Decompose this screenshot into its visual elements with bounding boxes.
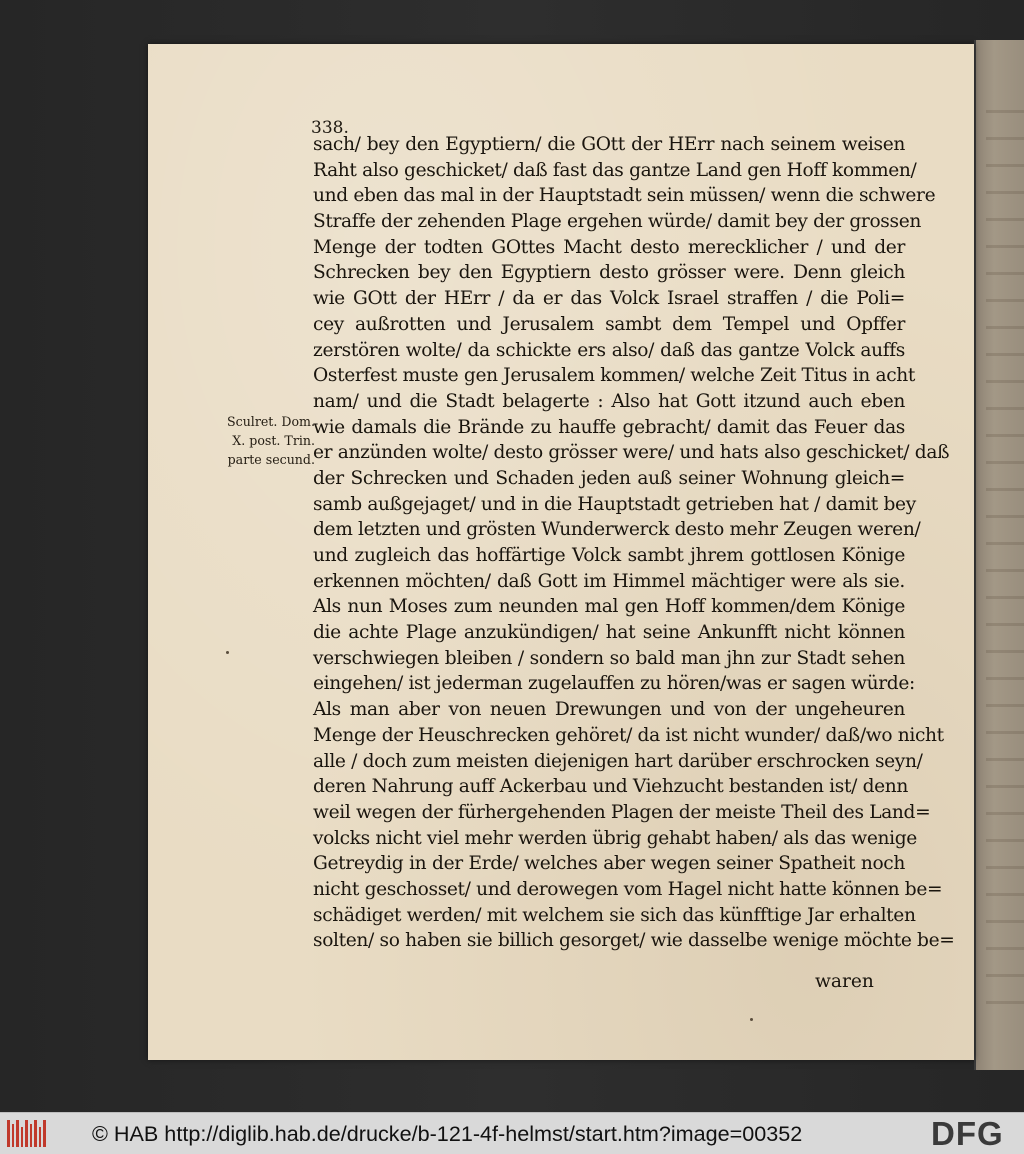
text-line: wie GOtt der HErr / da er das Volck Israel straffen / die Poli= <box>313 288 905 310</box>
text-line: Als nun Moses zum neunden mal gen Hoff kommen/dem Könige <box>313 596 905 618</box>
adjacent-page-edge <box>974 40 1024 1070</box>
marginal-note-line: parte secund. <box>227 452 315 467</box>
page-number: 338. <box>311 118 349 138</box>
text-line: schädiget werden/ mit welchem sie sich das künfftige Jar erhalten <box>313 904 916 926</box>
hab-barcode-logo-icon[interactable] <box>6 1118 48 1149</box>
text-line: nam/ und die Stadt belagerte : Also hat Gott itzund auch eben <box>313 390 905 412</box>
body-text <box>313 132 955 954</box>
text-line: die achte Plage anzukündigen/ hat seine Ankunfft nicht können <box>313 622 905 644</box>
text-line: volcks nicht viel mehr werden übrig gehabt haben/ als das wenige <box>313 827 917 849</box>
text-line: zerstören wolte/ da schickte ers also/ daß das gantze Volck auffs <box>313 339 905 361</box>
text-line: sach/ bey den Egyptiern/ die GOtt der HErr nach seinem weisen <box>313 134 905 155</box>
text-line: eingehen/ ist jederman zugelauffen zu hören/was er sagen würde: <box>313 673 915 695</box>
text-line: alle / doch zum meisten diejenigen hart darüber erschrocken seyn/ <box>313 750 923 772</box>
text-line: weil wegen der fürhergehenden Plagen der meiste Theil des Land= <box>313 801 931 823</box>
text-line: deren Nahrung auff Ackerbau und Viehzucht bestanden ist/ denn <box>313 776 909 798</box>
text-line: samb außgejaget/ und in die Hauptstadt getrieben hat / damit bey <box>313 493 916 515</box>
show-through-text <box>986 110 1024 1010</box>
catchword: waren <box>815 971 874 992</box>
text-line: dem letzten und grösten Wunderwerck desto mehr Zeugen weren/ <box>313 519 921 541</box>
text-line: Osterfest muste gen Jerusalem kommen/ welche Zeit Titus in acht <box>313 365 916 387</box>
footer-bar <box>0 1112 1024 1154</box>
text-line: und zugleich das hoffärtige Volck sambt jhrem gottlosen Könige <box>313 545 905 566</box>
text-line: und eben das mal in der Hauptstadt sein müssen/ wenn die schwere <box>313 185 936 207</box>
text-line: der Schrecken und Schaden jeden auß seiner Wohnung gleich= <box>313 467 905 489</box>
copyright-url[interactable]: © HAB http://diglib.hab.de/drucke/b-121-4f-helmst/start.htm?image=00352 <box>92 1121 803 1146</box>
text-line: wie damals die Brände zu hauffe gebracht/ damit das Feuer das <box>313 416 905 438</box>
text-line: Menge der Heuschrecken gehöret/ da ist nicht wunder/ daß/wo nicht <box>313 724 944 746</box>
text-line: nicht geschosset/ und derowegen vom Hagel nicht hatte können be= <box>313 878 943 900</box>
text-line: Menge der todten GOttes Macht desto merecklicher / und der <box>313 236 905 258</box>
text-line: Getreydig in der Erde/ welches aber wegen seiner Spatheit noch <box>313 853 905 875</box>
text-line: cey außrotten und Jerusalem sambt dem Tempel und Opffer <box>313 313 905 335</box>
marginal-note-line: Sculret. Dom. <box>227 414 315 429</box>
text-line: solten/ so haben sie billich gesorget/ wie dasselbe wenige möchte be= <box>313 930 955 952</box>
marginal-note-line: X. post. Trin. <box>232 433 315 448</box>
text-line: erkennen möchten/ daß Gott im Himmel mächtiger were als sie. <box>313 570 905 592</box>
text-line: Straffe der zehenden Plage ergehen würde/ damit bey der grossen <box>313 211 921 233</box>
text-line: verschwiegen bleiben / sondern so bald man jhn zur Stadt sehen <box>313 647 905 669</box>
text-line: Raht also geschicket/ daß fast das gantze Land gen Hoff kommen/ <box>313 159 917 181</box>
text-line: Schrecken bey den Egyptiern desto grösser were. Denn gleich <box>313 262 905 284</box>
text-line: Als man aber von neuen Drewungen und von der ungeheuren <box>313 699 905 721</box>
paper-speck <box>750 1018 753 1021</box>
text-line: er anzünden wolte/ desto grösser were/ und hats also geschicket/ daß <box>313 442 950 464</box>
marginal-note <box>203 412 315 469</box>
dfg-logo[interactable]: DFG <box>931 1115 1004 1152</box>
paper-speck <box>226 651 229 654</box>
